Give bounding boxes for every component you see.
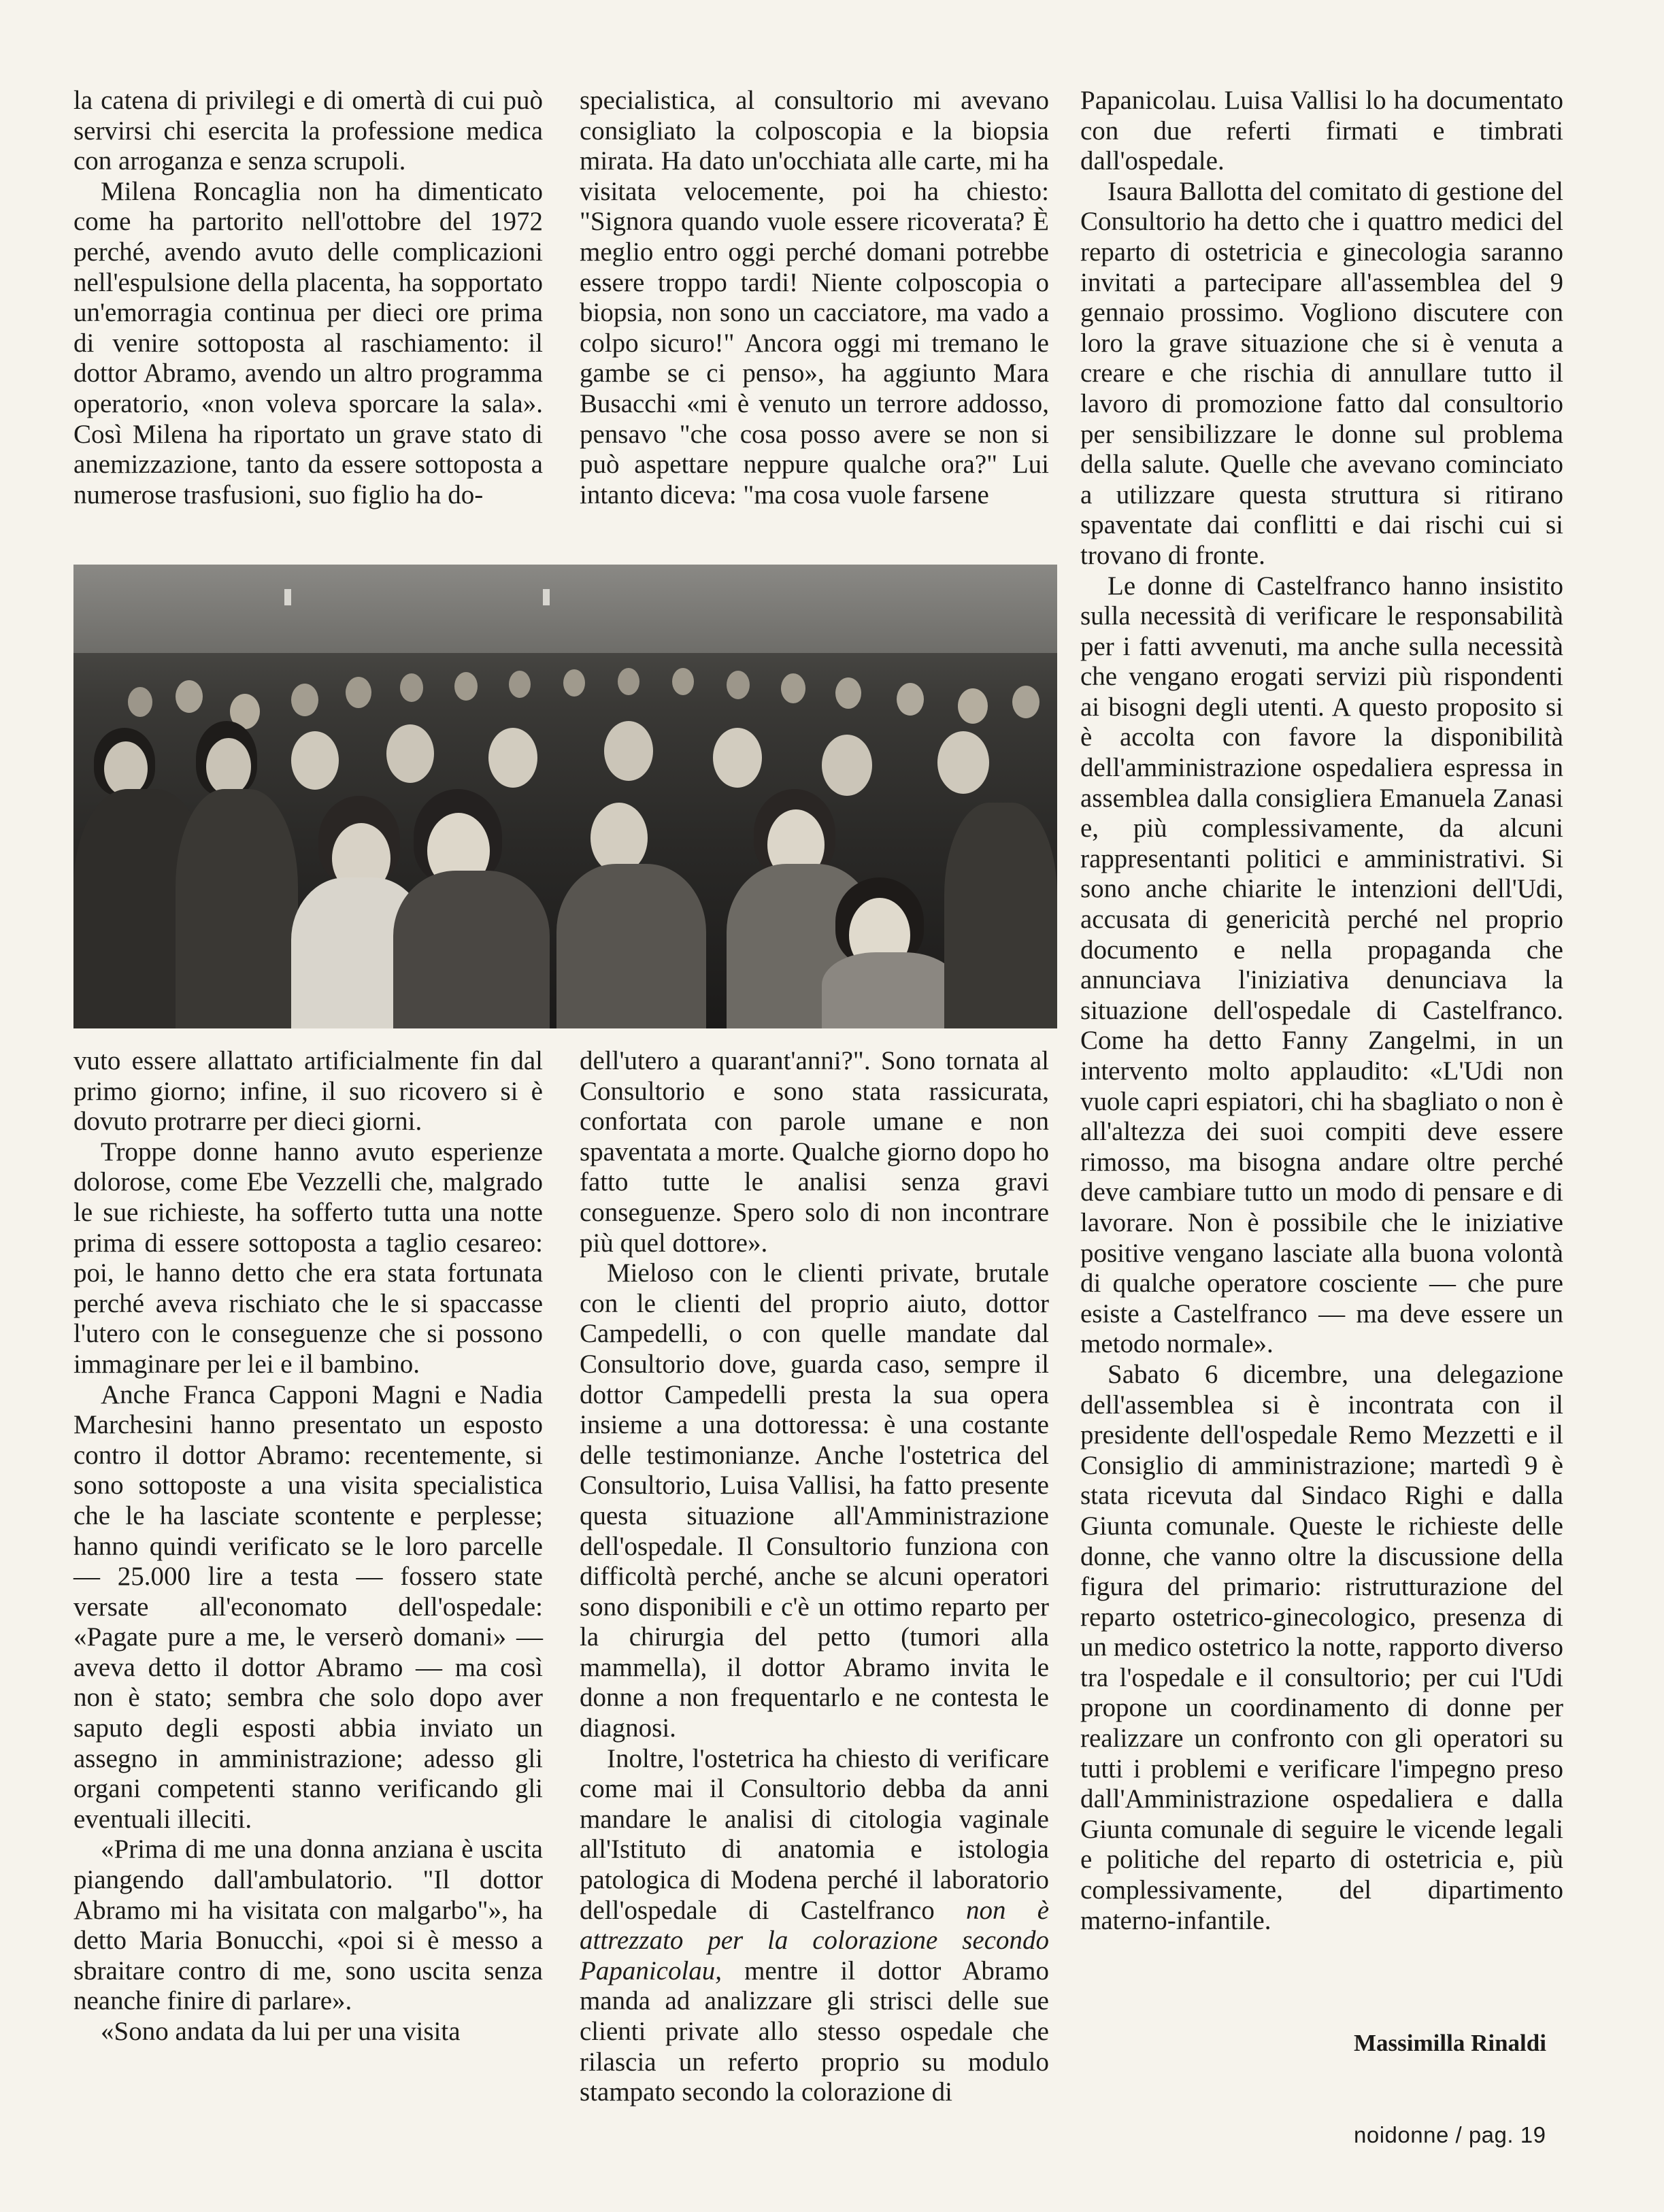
paragraph: Le donne di Castelfranco hanno insistito sulla necessità di verificare le responsabilità per i fatti avvenuti, ma anche sulla necessità che vengano erogati servizi più rispondenti ai bisogni degli utenti. A questo proposito si è accolta con favore la disponibilità dell'amministrazione ospedaliera espressa in assemblea dalla consigliera Emanuela Zanasi e, più complessivamente, da alcuni rappresentanti politici e amministrativi. Si sono anche chiarite le intenzioni dell'Udi, accusata di genericità perché nel proprio documento e nella propaganda che annunciava l'iniziativa denunciava la situazione dell'ospedale di Castelfranco. Come ha detto Fanny Zangelmi, in un intervento molto applaudito: «L'Udi non vuole capri espiatori, chi ha sbagliato o non è all'altezza dei suoi compiti deve essere rimosso, ma bisogna andare oltre perché deve cambiare tutto un modo di pensare e di lavorare. Non è possibile che le iniziative positive vengano lasciate alla buona volontà di qualche operatore cosciente — che pure esiste a Castelfranco — ma deve essere un metodo normale». — [1080, 571, 1563, 1359]
footer-separator: / — [1448, 2122, 1469, 2147]
paragraph: Papanicolau. Luisa Vallisi lo ha documentato con due referti firmati e timbrati dall'ospedale. — [1080, 86, 1563, 176]
text-run: mentre il dottor Abramo manda ad analizzare gli strisci delle sue clienti private allo stesso ospedale che rilascia un referto proprio su modulo stampato secondo la colorazione di — [580, 1956, 1049, 2107]
paragraph: «Prima di me una donna anziana è uscita piangendo dall'ambulatorio. "Il dottor Abramo mi ha visitata con malgarbo"», ha detto Maria Bonucchi, «poi si è messo a sbraitare contro di me, sono uscita senza neanche finire di parlare». — [73, 1834, 543, 2016]
paragraph: Milena Roncaglia non ha dimenticato come ha partorito nell'ottobre del 1972 perché, avendo avuto delle complicazioni nell'espulsione della placenta, ha sopportato un'emorragia continua per dieci ore prima di venire sottoposta al raschiamento: il dottor Abramo, avendo un altro programma operatorio, «non voleva sporcare la sala». Così Milena ha riportato un grave stato di anemizzazione, tanto da essere sottoposta a numerose trasfusioni, suo figlio ha do- — [73, 176, 543, 509]
author-signature: Massimilla Rinaldi — [1354, 2030, 1546, 2056]
hall-wall — [73, 565, 1057, 653]
paragraph: Isaura Ballotta del comitato di gestione del Consultorio ha detto che i quattro medici del reparto di ostetricia e ginecologia saranno invitati a partecipare all'assemblea del 9 gennaio prossimo. Vogliono discutere con loro la grave situazione che si è venuta a creare e che rischia di annullare tutto il lavoro di promozione fatto dal consultorio per sensibilizzare le donne sul problema della salute. Quelle che avevano cominciato a utilizzare questa struttura si ritirano spaventate dai conflitti e dai rischi cui si trovano di fronte. — [1080, 176, 1563, 570]
paragraph: «Sono andata da lui per una visita — [101, 2017, 461, 2046]
paragraph: dell'utero a quarant'anni?". Sono tornata al Consultorio e sono stata rassicurata, confortata con parole umane e non spaventata a morte. Qualche giorno dopo ho fatto tutte le analisi senza gravi conseguenze. Spero solo di non incontrare più quel dottore». — [580, 1046, 1049, 1258]
paragraph: la catena di privilegi e di omertà di cui può servirsi chi esercita la professione medica con arroganza e senza scrupoli. — [73, 86, 543, 176]
column-1-top — [73, 86, 543, 510]
text-run: Inoltre, l'ostetrica ha chiesto di verificare come mai il Consultorio debba da anni mandare le analisi di citologia vaginale all'Istituto di anatomia e istologia patologica di Modena perché il laboratorio dell'ospedale di Castelfranco — [580, 1743, 1049, 1925]
paragraph: specialistica, al consultorio mi avevano consigliato la colposcopia e la biopsia mirata. Ha dato un'occhiata alle carte, mi ha visitata velocemente, poi ha chiesto: "Signora quando vuole essere ricoverata? È meglio entro oggi perché domani potrebbe essere troppo tardi! Niente colposcopia o biopsia, non sono un cacciatore, ma vado a colpo sicuro!" Ancora oggi mi tremano le gambe se ci penso», ha aggiunto Mara Busacchi «mi è venuto un terrore addosso, pensavo "che cosa posso avere se non si può aspettare neppure qualche ora?" Lui intanto diceva: "ma cosa vuole farsene — [580, 86, 1049, 509]
column-2-bottom — [580, 1046, 1049, 2108]
page-number: pag. 19 — [1468, 2122, 1546, 2147]
paragraph: vuto essere allattato artificialmente fin dal primo giorno; infine, il suo ricovero si è dovuto protrarre per dieci giorni. — [73, 1046, 543, 1137]
column-2-top — [580, 86, 1049, 510]
wall-light — [543, 589, 550, 605]
audience — [73, 653, 1057, 1028]
paragraph — [580, 1744, 1049, 2108]
italic-text-run: non è attrezzato per la colorazione secondo Papanicolau, — [580, 1895, 1049, 1985]
paragraph: Troppe donne hanno avuto esperienze dolorose, come Ebe Vezzelli che, malgrado le sue richieste, ha sofferto tutta una notte prima di essere sottoposta a taglio cesareo: poi, le hanno detto che era stata fortunata perché aveva rischiato che le si spaccasse l'utero con le conseguenze che si possono immaginare per lei e il bambino. — [73, 1137, 543, 1379]
paragraph: Mieloso con le clienti private, brutale con le clienti del proprio aiuto, dottor Campedelli, o con quelle mandate dal Consultorio dove, guarda caso, sempre il dottor Campedelli presta la sua opera insieme a una dottoressa: è una costante delle testimonianze. Anche l'ostetrica del Consultorio, Luisa Vallisi, ha fatto presente questa situazione all'Amministrazione dell'ospedale. Il Consultorio funziona con difficoltà perché, anche se alcuni operatori sono disponibili e c'è un ottimo reparto per la chirurgia del petto (tumori alla mammella), il dottor Abramo invita le donne a non frequentarlo e ne contesta le diagnosi. — [580, 1258, 1049, 1743]
column-1-bottom — [73, 1046, 543, 2047]
assembly-photo — [73, 565, 1057, 1028]
paragraph: Anche Franca Capponi Magni e Nadia Marchesini hanno presentato un esposto contro il dottor Abramo: recentemente, si sono sottoposte a una visita specialistica che le ha lasciate scontente e perplesse; hanno quindi verificato se le loro parcelle — 25.000 lire a testa — fossero state versate all'economato dell'ospedale: «Pagate pure a me, le verserò domani» — aveva detto il dottor Abramo — ma così non è stato; sembra che solo dopo aver saputo degli esposti abbia inviato un assegno in amministrazione; adesso gli organi competenti stanno verificando gli eventuali illeciti. — [73, 1379, 543, 1834]
paragraph: Sabato 6 dicembre, una delegazione dell'assemblea si è incontrata con il presidente dell'ospedale Remo Mezzetti e il Consiglio di amministrazione; martedì 9 è stata ricevuta dal Sindaco Righi e dalla Giunta comunale. Queste le richieste delle donne, che vanno oltre la discussione della figura del primario: ristrutturazione del reparto ostetrico-ginecologico, presenza di un medico ostetrico la notte, rapporto diverso tra l'ospedale e il consultorio; per cui l'Udi propone un coordinamento di donne per realizzare un confronto con gli operatori su tutti i problemi e verificare l'impegno preso dall'Amministrazione ospedaliera e dalla Giunta comunale di seguire le vicende legali e politiche del reparto di ostetricia e, più complessivamente, del dipartimento materno-infantile. — [1080, 1359, 1563, 1935]
magazine-name: noidonne — [1354, 2122, 1449, 2147]
wall-light — [284, 589, 291, 605]
column-3 — [1080, 86, 1563, 1936]
page-footer — [1354, 2122, 1546, 2148]
